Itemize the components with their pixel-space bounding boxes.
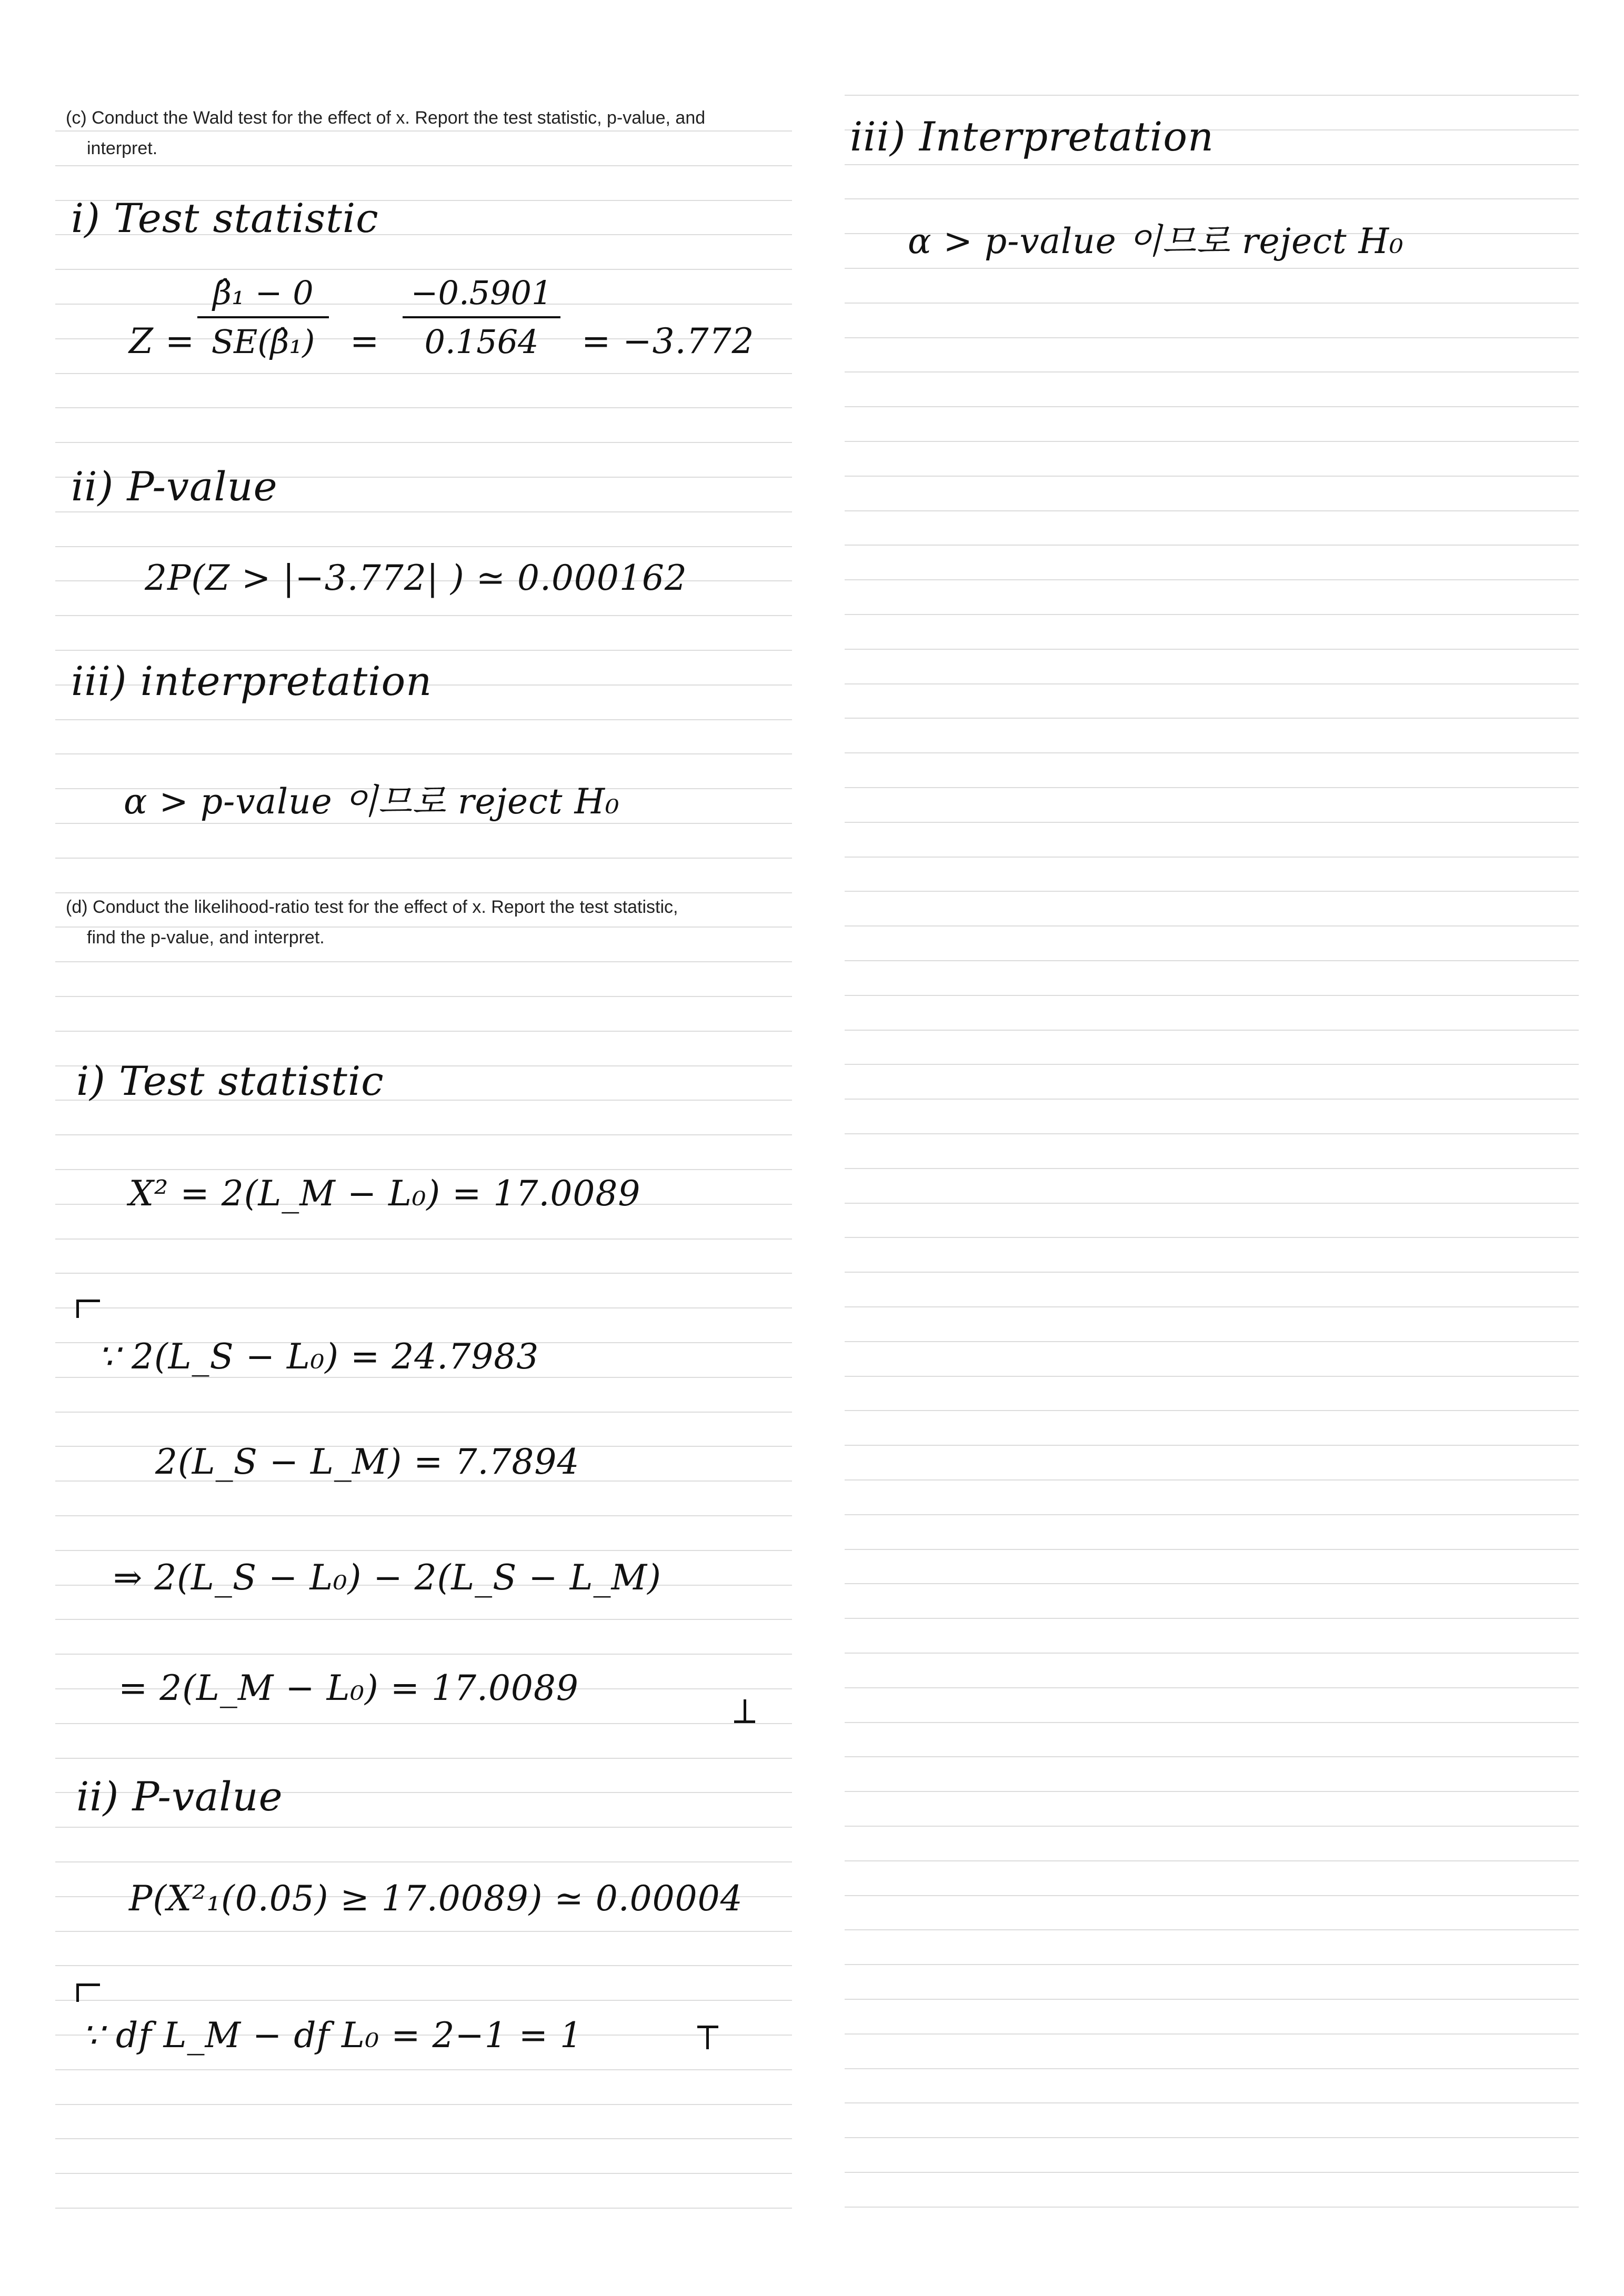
part-c-question <box>66 103 787 164</box>
ruled-line <box>845 95 1579 96</box>
ruled-line <box>845 1860 1579 1861</box>
ruled-line <box>845 337 1579 338</box>
ruled-line <box>55 1307 792 1308</box>
ruled-line <box>55 1377 792 1378</box>
derivation-line4: = 2(L_M − L₀) = 17.0089 <box>118 1668 579 1708</box>
ruled-line <box>55 546 792 547</box>
ruled-line <box>845 1549 1579 1550</box>
derivation-line1: ∵ 2(L_S − L₀) = 24.7983 <box>97 1336 539 1377</box>
ruled-line <box>845 1341 1579 1342</box>
ruled-line <box>845 1168 1579 1169</box>
lr-p-value-calc: P(X²₁(0.05) ≥ 17.0089) ≃ 0.00004 <box>129 1878 743 1919</box>
part-d-question-line2: find the p-value, and interpret. <box>87 928 325 948</box>
ruled-line <box>845 1929 1579 1930</box>
ruled-line <box>55 1238 792 1240</box>
fraction-bar <box>403 316 560 318</box>
ruled-line <box>845 1410 1579 1411</box>
ruled-line <box>55 1134 792 1135</box>
part-c-step1-title: i) Test statistic <box>71 195 379 241</box>
wald-numerator: β̂₁ − 0 <box>213 274 314 312</box>
ruled-line <box>845 1306 1579 1307</box>
ruled-line <box>845 752 1579 753</box>
ruled-line <box>55 2173 792 2174</box>
ruled-line <box>55 719 792 720</box>
ruled-line <box>845 1272 1579 1273</box>
ruled-line <box>845 1099 1579 1100</box>
ruled-line <box>845 1826 1579 1827</box>
standard-error: 0.1564 <box>424 323 539 361</box>
ruled-line <box>55 1619 792 1620</box>
ruled-line <box>845 1687 1579 1688</box>
ruled-line <box>845 441 1579 442</box>
lr-test-statistic: X² = 2(L_M − L₀) = 17.0089 <box>129 1173 641 1214</box>
equals-sign: = <box>350 321 380 361</box>
wald-denominator: SE(β̂₁) <box>211 323 315 361</box>
ruled-line <box>55 1931 792 1932</box>
part-c-question-line2: interpret. <box>87 138 158 158</box>
df-note: ∵ df L_M − df L₀ = 2−1 = 1 <box>82 2015 583 2056</box>
right-interpretation: α > p-value 이므로 reject H₀ <box>908 221 1404 261</box>
wald-fraction-numeric <box>403 274 560 361</box>
ruled-line <box>845 718 1579 719</box>
ruled-line <box>845 1445 1579 1446</box>
z-label: Z = <box>129 321 195 361</box>
right-page-column <box>845 0 1579 2296</box>
ruled-line <box>845 268 1579 269</box>
ruled-line <box>55 1827 792 1828</box>
ruled-line <box>845 545 1579 546</box>
ruled-line <box>55 2138 792 2139</box>
ruled-line <box>55 373 792 374</box>
ruled-line <box>845 1618 1579 1619</box>
ruled-line <box>55 1654 792 1655</box>
ruled-line <box>55 1965 792 1966</box>
part-c-label: (c) <box>66 108 87 128</box>
ruled-line <box>845 2068 1579 2069</box>
derivation-close-mark <box>734 1699 755 1723</box>
part-d-step1-title: i) Test statistic <box>76 1058 384 1104</box>
part-d-label: (d) <box>66 897 88 917</box>
ruled-line <box>55 1031 792 1032</box>
right-step3-title: iii) Interpretation <box>850 113 1214 160</box>
df-note-close-mark <box>697 2026 718 2049</box>
ruled-line <box>845 787 1579 788</box>
ruled-line <box>845 164 1579 165</box>
wald-fraction-symbolic <box>197 274 329 361</box>
ruled-line <box>845 2137 1579 2138</box>
ruled-line <box>845 1722 1579 1723</box>
ruled-line <box>845 1791 1579 1792</box>
ruled-line <box>845 1479 1579 1481</box>
ruled-line <box>845 198 1579 199</box>
ruled-line <box>55 1861 792 1862</box>
ruled-line <box>55 1169 792 1170</box>
ruled-line <box>55 1550 792 1551</box>
ruled-line <box>845 857 1579 858</box>
ruled-line <box>55 2069 792 2070</box>
ruled-line <box>845 1064 1579 1065</box>
ruled-line <box>845 406 1579 407</box>
ruled-line <box>845 2033 1579 2035</box>
part-d-step2-title: ii) P-value <box>76 1773 283 1820</box>
left-page-column <box>55 0 792 2296</box>
ruled-line <box>55 615 792 616</box>
ruled-line <box>845 1964 1579 1965</box>
wald-interpretation: α > p-value 이므로 reject H₀ <box>124 781 620 822</box>
ruled-line <box>55 1723 792 1724</box>
ruled-line <box>55 511 792 512</box>
ruled-line <box>55 1515 792 1516</box>
ruled-line <box>845 649 1579 650</box>
ruled-line <box>845 2102 1579 2103</box>
fraction-bar <box>197 316 329 318</box>
ruled-line <box>845 371 1579 372</box>
part-c-step2-title: ii) P-value <box>71 463 278 510</box>
derivation-line2: 2(L_S − L_M) = 7.7894 <box>155 1442 580 1482</box>
ruled-line <box>845 1237 1579 1238</box>
ruled-line <box>55 442 792 443</box>
ruled-line <box>55 650 792 651</box>
ruled-line <box>845 510 1579 511</box>
ruled-line <box>845 614 1579 615</box>
ruled-line <box>845 995 1579 996</box>
derivation-line3: ⇒ 2(L_S − L₀) − 2(L_S − L_M) <box>113 1557 661 1598</box>
ruled-line <box>845 1583 1579 1584</box>
part-c-question-line1: Conduct the Wald test for the effect of x. Report the test statistic, p-value, and <box>92 108 706 128</box>
ruled-line <box>845 960 1579 961</box>
ruled-line <box>55 269 792 270</box>
ruled-line <box>845 1133 1579 1134</box>
wald-p-value-calc: 2P(Z > |−3.772| ) ≃ 0.000162 <box>145 558 687 598</box>
ruled-line <box>55 961 792 962</box>
ruled-line <box>845 1203 1579 1204</box>
ruled-line <box>845 1756 1579 1757</box>
ruled-line <box>55 1273 792 1274</box>
ruled-line <box>55 753 792 754</box>
ruled-line <box>55 2104 792 2105</box>
derivation-open-bracket <box>76 1300 100 1318</box>
ruled-line <box>55 2000 792 2001</box>
ruled-line <box>845 579 1579 580</box>
ruled-line <box>55 165 792 166</box>
ruled-line <box>845 822 1579 823</box>
beta-estimate: −0.5901 <box>410 274 553 312</box>
ruled-line <box>845 1376 1579 1377</box>
ruled-line <box>845 925 1579 927</box>
ruled-line <box>55 1758 792 1759</box>
ruled-line <box>55 996 792 997</box>
ruled-line <box>845 303 1579 304</box>
ruled-line <box>845 476 1579 477</box>
z-result: = −3.772 <box>582 321 755 361</box>
ruled-line <box>845 1514 1579 1515</box>
ruled-line <box>55 858 792 859</box>
ruled-line <box>845 2172 1579 2173</box>
ruled-line <box>845 1999 1579 2000</box>
part-c-step3-title: iii) interpretation <box>71 658 433 704</box>
ruled-line <box>845 1653 1579 1654</box>
ruled-line <box>845 2207 1579 2208</box>
df-note-open-bracket <box>76 1983 100 2002</box>
ruled-line <box>845 891 1579 892</box>
ruled-line <box>845 1895 1579 1896</box>
part-d-question-line1: Conduct the likelihood-ratio test for the effect of x. Report the test statistic, <box>93 897 678 917</box>
ruled-line <box>845 1030 1579 1031</box>
ruled-line <box>845 683 1579 684</box>
part-d-question <box>66 892 787 953</box>
ruled-line <box>55 2208 792 2209</box>
ruled-line <box>55 407 792 408</box>
ruled-line <box>55 1412 792 1413</box>
